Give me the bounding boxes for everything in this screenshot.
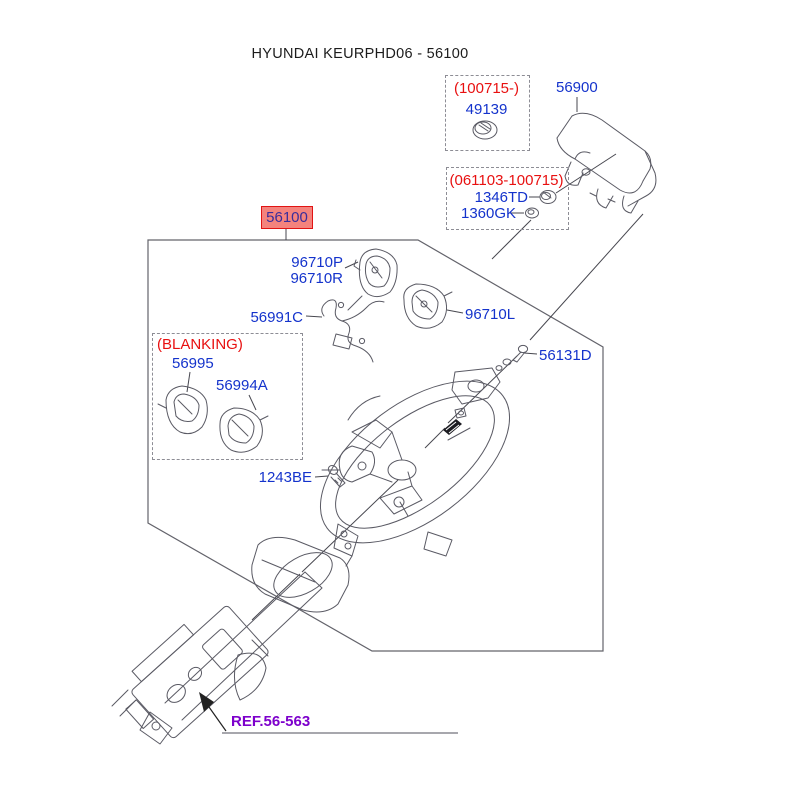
spring-drawing <box>443 419 462 435</box>
reference-link-56-563[interactable]: REF.56-563 <box>231 713 311 730</box>
switch-96710L-drawing <box>404 284 452 328</box>
switch-96710PR-drawing <box>348 249 397 310</box>
steering-wheel-drawing <box>292 349 538 574</box>
airbag-module-drawing <box>557 113 656 213</box>
part-label-1346TD[interactable]: 1346TD <box>474 189 528 206</box>
part-label-56991C[interactable]: 56991C <box>250 309 303 326</box>
part-label-56995[interactable]: 56995 <box>172 355 214 372</box>
part-label-56994A[interactable]: 56994A <box>216 377 268 394</box>
part-label-96710P[interactable]: 96710P <box>291 254 343 271</box>
callout-caption-061103: (061103-100715) <box>449 172 564 189</box>
part-label-96710R[interactable]: 96710R <box>290 270 343 287</box>
highlighted-part-label-56100[interactable]: 56100 <box>261 206 313 229</box>
wiring-56991C-drawing <box>322 300 384 362</box>
part-label-1360GK[interactable]: 1360GK <box>461 205 517 222</box>
part-label-56900[interactable]: 56900 <box>556 79 598 96</box>
callout-caption-blanking: (BLANKING) <box>157 336 243 353</box>
callout-caption-100715: (100715-) <box>453 80 520 97</box>
part-label-56131D[interactable]: 56131D <box>539 347 592 364</box>
screw-56131D-drawing <box>513 345 528 362</box>
fastener-stack-drawing <box>452 359 511 418</box>
part-label-49139[interactable]: 49139 <box>465 101 508 118</box>
part-label-96710L[interactable]: 96710L <box>465 306 516 323</box>
part-label-1243BE[interactable]: 1243BE <box>258 469 312 486</box>
page-title: HYUNDAI KEURPHD06 - 56100 <box>251 46 469 62</box>
